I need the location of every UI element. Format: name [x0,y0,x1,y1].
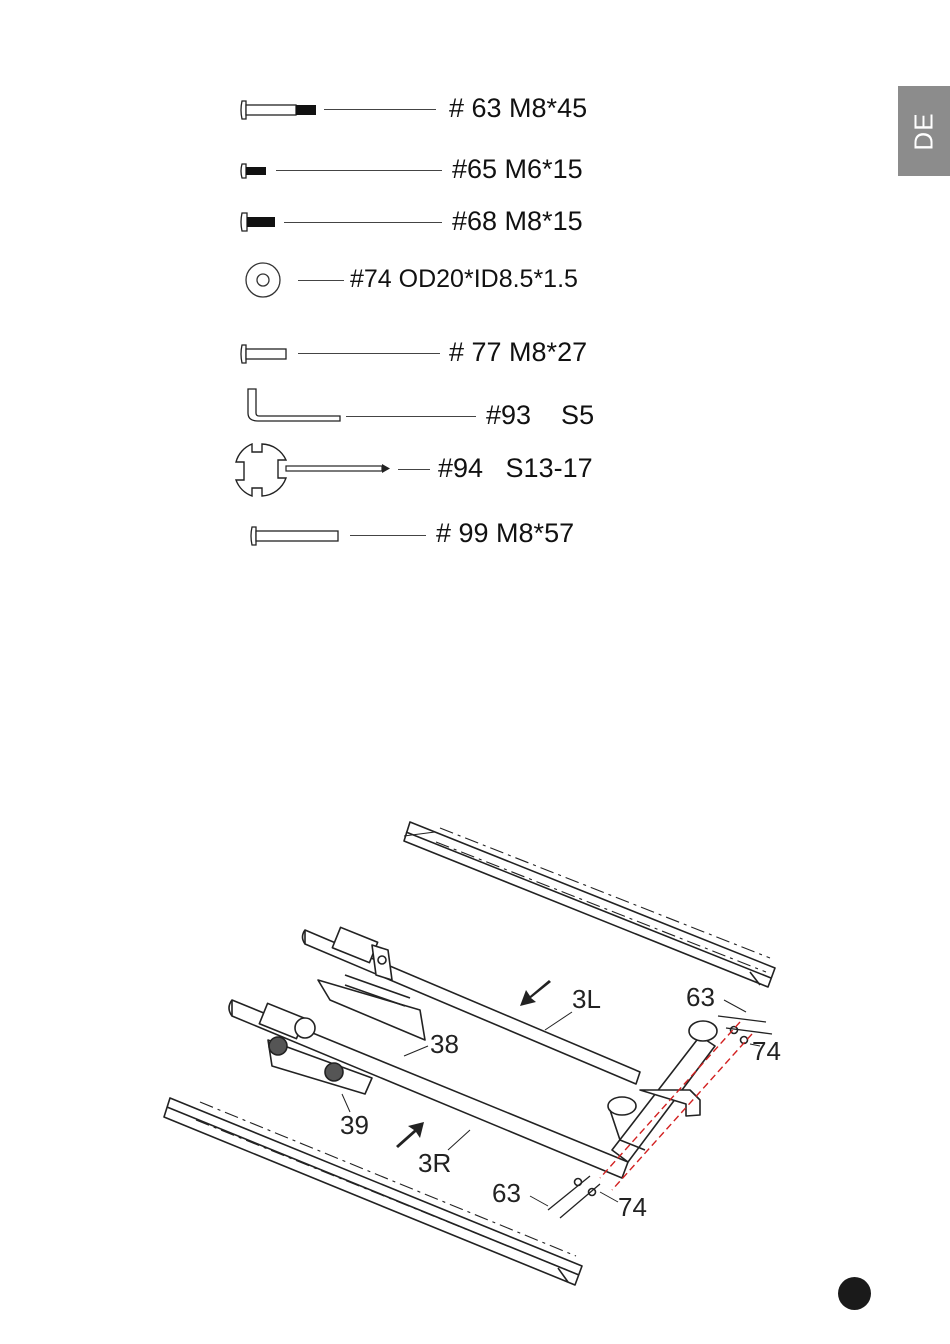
leader-line [346,416,476,417]
allen-key-icon [244,387,344,423]
arrow-icon [520,980,551,1006]
part-label-99: # 99 M8*57 [436,518,575,548]
part-label-68: #68 M8*15 [452,206,583,236]
bolt-icon [240,342,290,366]
leader-line [276,170,442,171]
callout-39: 39 [340,1110,369,1140]
language-tab-label: DE [908,111,939,151]
part-label-94: #94 S13-17 [438,453,593,483]
long-bolt-icon [250,524,342,548]
callout-38: 38 [430,1029,459,1059]
screw-icon [240,211,280,233]
leader-line [284,222,442,223]
arrow-icon [396,1122,424,1148]
part-label-63: # 63 M8*45 [449,93,588,123]
multi-tool-wrench-icon [234,440,394,500]
page-marker-dot [838,1277,871,1310]
leader-line [398,469,430,470]
assembly-diagram [0,780,950,1320]
part-label-93: #93 S5 [486,400,595,430]
callout-63-bottom: 63 [492,1178,521,1208]
part-label-65: #65 M6*15 [452,154,583,184]
part-label-74: #74 OD20*ID8.5*1.5 [350,265,578,293]
washer-icon [244,261,282,299]
callout-3R: 3R [418,1148,452,1178]
long-bolt-icon [240,98,320,122]
leader-line [298,280,344,281]
leader-line [350,535,426,536]
leader-line [298,353,440,354]
callout-63-top: 63 [686,982,715,1012]
short-screw-icon [240,162,270,180]
leader-line [324,109,436,110]
part-label-77: # 77 M8*27 [449,337,588,367]
callout-3L: 3L [572,984,601,1014]
callout-74-bottom: 74 [618,1192,647,1222]
callout-74-top: 74 [752,1036,781,1066]
upper-rail [404,822,775,987]
language-tab [898,86,950,176]
